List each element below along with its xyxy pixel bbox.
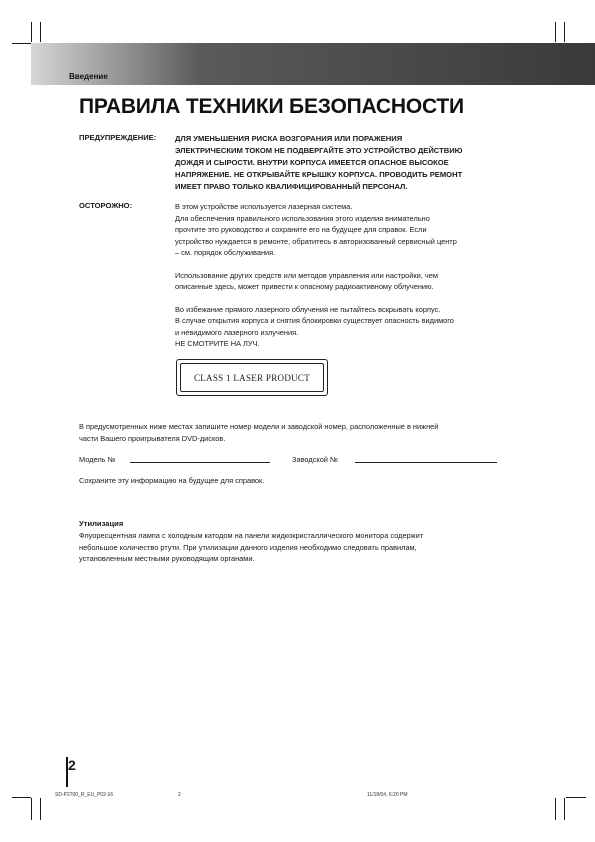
serial-field[interactable] [355, 462, 497, 463]
caution-line: прочтите это руководство и сохраните его на будущее для справок. Если [175, 225, 427, 234]
laser-label-box [176, 359, 328, 396]
footer-file: SD-P2700_R_EU_P02-16 [55, 792, 114, 798]
warning-line: ИМЕЕТ ПРАВО ТОЛЬКО КВАЛИФИЦИРОВАННЫЙ ПЕРСОНАЛ. [175, 182, 408, 191]
caution-line: Во избежание прямого лазерного облучения не пытайтесь вскрывать корпус. [175, 304, 441, 314]
section-label: Введение [69, 72, 108, 81]
warning-text [175, 133, 525, 193]
footer-timestamp: 11/18/04, 6:20 PM [367, 792, 408, 798]
keep-note: Сохраните эту информацию на будущее для справок. [79, 476, 265, 485]
footer-page: 2 [178, 792, 181, 798]
header-band [31, 43, 595, 85]
laser-label-text: CLASS 1 LASER PRODUCT [180, 363, 324, 392]
crop-mark [12, 43, 31, 44]
crop-mark [555, 22, 556, 42]
page-title: ПРАВИЛА ТЕХНИКИ БЕЗОПАСНОСТИ [79, 95, 464, 118]
serial-label: Заводской № [292, 455, 338, 464]
crop-mark [555, 798, 556, 820]
crop-mark [12, 797, 31, 798]
record-line: В предусмотренных ниже местах запишите номер модели и заводской номер, расположенные в нижней [79, 422, 439, 431]
caution-line: – см. порядок обслуживания. [175, 248, 276, 257]
crop-mark [40, 798, 41, 820]
disposal-line: небольшое количество ртути. При утилизации данного изделия необходимо следовать правилам, [79, 542, 417, 552]
crop-mark [12, 43, 13, 44]
caution-line: Для обеспечения правильного использования этого изделия внимательно [175, 213, 430, 223]
record-line: части Вашего проигрывателя DVD-дисков. [79, 433, 226, 443]
warning-line: НАПРЯЖЕНИЕ. НЕ ОТКРЫВАЙТЕ КРЫШКУ КОРПУСА. ПРОВОДИТЬ РЕМОНТ [175, 170, 463, 179]
caution-paragraph [175, 304, 535, 350]
caution-line: В этом устройстве используется лазерная система. [175, 202, 353, 211]
caution-label: ОСТОРОЖНО: [79, 201, 133, 210]
disposal-text [79, 530, 529, 565]
disposal-heading: Утилизация [79, 519, 124, 528]
caution-paragraph [175, 201, 535, 259]
warning-line: ДОЖДЯ И СЫРОСТИ. ВНУТРИ КОРПУСА ИМЕЕТСЯ ОПАСНОЕ ВЫСОКОЕ [175, 158, 449, 167]
crop-mark [40, 22, 41, 42]
disposal-line: установленным местными руководящим органами. [79, 554, 255, 563]
warning-line: ЭЛЕКТРИЧЕСКИМ ТОКОМ НЕ ПОДВЕРГАЙТЕ ЭТО УСТРОЙСТВО ДЕЙСТВИЮ [175, 146, 463, 155]
caution-text [175, 201, 535, 361]
crop-mark [31, 798, 32, 820]
warning-line: ДЛЯ УМЕНЬШЕНИЯ РИСКА ВОЗГОРАНИЯ ИЛИ ПОРАЖЕНИЯ [175, 134, 403, 143]
caution-paragraph [175, 270, 535, 293]
caution-line: устройство нуждается в ремонте, обратитесь в авторизованный сервисный центр [175, 236, 457, 246]
crop-mark [564, 22, 565, 42]
crop-mark [564, 798, 565, 820]
model-field[interactable] [130, 462, 270, 463]
caution-line: описанные здесь, может привести к опасному радиоактивному облучению. [175, 282, 434, 291]
caution-line: Использование других средств или методов управления или настройки, чем [175, 270, 438, 280]
caution-line: В случае открытия корпуса и снятия блокировки существует опасность видимого [175, 316, 454, 325]
caution-line: НЕ СМОТРИТЕ НА ЛУЧ. [175, 339, 260, 348]
crop-mark [31, 22, 32, 42]
model-label: Модель № [79, 455, 116, 464]
disposal-line: Флуоресцентная лампа с холодным катодом на панели жидкокристаллического монитора содержит [79, 531, 424, 540]
crop-mark [566, 797, 586, 798]
page-number: 2 [68, 757, 76, 773]
warning-label: ПРЕДУПРЕЖДЕНИЕ: [79, 133, 157, 142]
caution-line: и невидимого лазерного излучения. [175, 327, 299, 337]
record-instructions [79, 421, 529, 444]
